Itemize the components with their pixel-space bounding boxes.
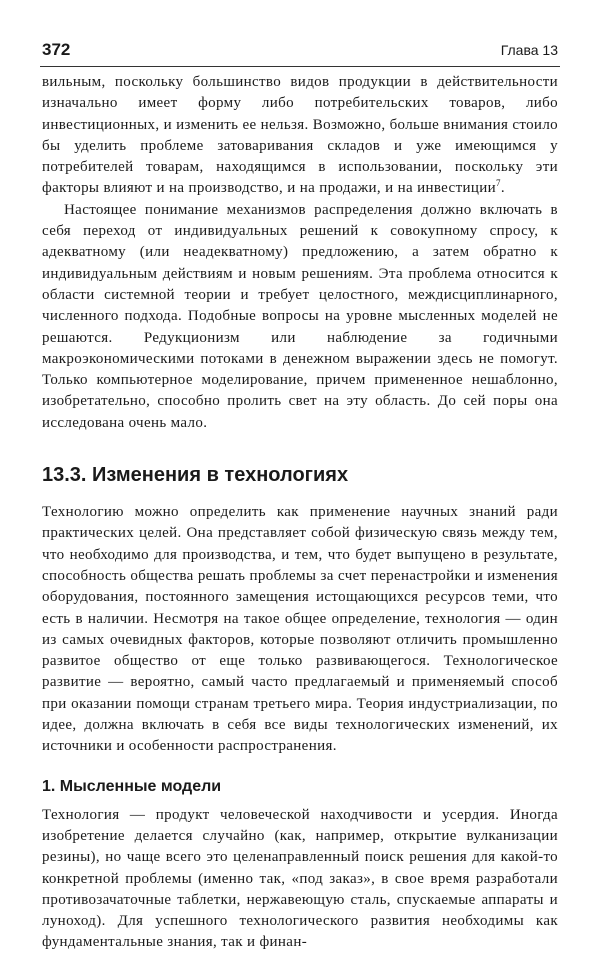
continued-paragraph-end: . [500, 180, 505, 197]
header-rule [40, 66, 560, 67]
page-number: 372 [42, 40, 71, 59]
continued-paragraph-text: вильным, поскольку большинство видов продукции в действительности изначально имеет форму либо потребительских товаров, либо инвестиционных, и изменить ее нельзя. Возможно, больше внимания стоило бы уделить проблеме затоваривания складов и уже имеющимся у потребителей товарам, находящимся в использовании, поскольку эти факторы влияют и на производство, и на продажи, и на инвестиции [42, 74, 558, 197]
body-paragraph-distribution: Настоящее понимание механизмов распределения должно включать в себя переход от индивидуальных решений к совокупному спросу, к адекватному (или неадекватному) предложению, а затем обратно к индивидуальным действиям и новым решениям. Эта проблема относится к области системной теории и требует целостного, междисциплинарного, численного подхода. Подобные вопросы на уровне мысленных моделей не решаются. Редукционизм или наблюдение за годичными макроэкономическими потоками в денежном выражении здесь не помогут. Только компьютерное моделирование, причем примененное нешаблонно, изобретательно, способно пролить свет на эту область. До сей поры она исследована очень мало. [42, 201, 558, 431]
running-head-chapter: Глава 13 [500, 42, 558, 58]
page-header [40, 40, 560, 66]
subsection-paragraph: Технология — продукт человеческой находчивости и усердия. Иногда изобретение делается случайно (как, например, открытие вулканизации резины), но чаще всего это целенаправленный поиск решения для какой-то конкретной проблемы (именно так, «под заказ», в свое время разработали противозачаточные таблетки, нержавеющую сталь, спускаемые аппараты и луноход). Для успешного технологического развития необходимы как фундаментальные знания, так и финан- [42, 806, 558, 951]
subsection-heading: 1. Мысленные модели [42, 777, 222, 795]
section-paragraph: Технологию можно определить как применение научных знаний ради практических целей. Она представляет собой физическую связь между тем, что необходимо для производства, и тем, что будет выпущено в результате, способность общества решать проблемы за счет перенастройки и изменения оборудования, постоянного замещения истощающихся ресурсов теми, что есть в наличии. Несмотря на такое общее определение, технология — один из самых очевидных факторов, которые позволяют отличить промышленно развитое общество от еще только развивающегося. Технологическое развитие — вероятно, самый часто предлагаемый и применяемый способ при оказании помощи странам третьего мира. Теория индустриализации, по идее, должна включать в себя все виды технологических изменений, их источники и особенности распространения. [42, 504, 558, 755]
footnote-marker[interactable]: 7 [495, 178, 501, 189]
continued-paragraph [42, 72, 558, 200]
section-heading: 13.3. Изменения в технологиях [42, 464, 349, 487]
page-body [42, 72, 558, 954]
